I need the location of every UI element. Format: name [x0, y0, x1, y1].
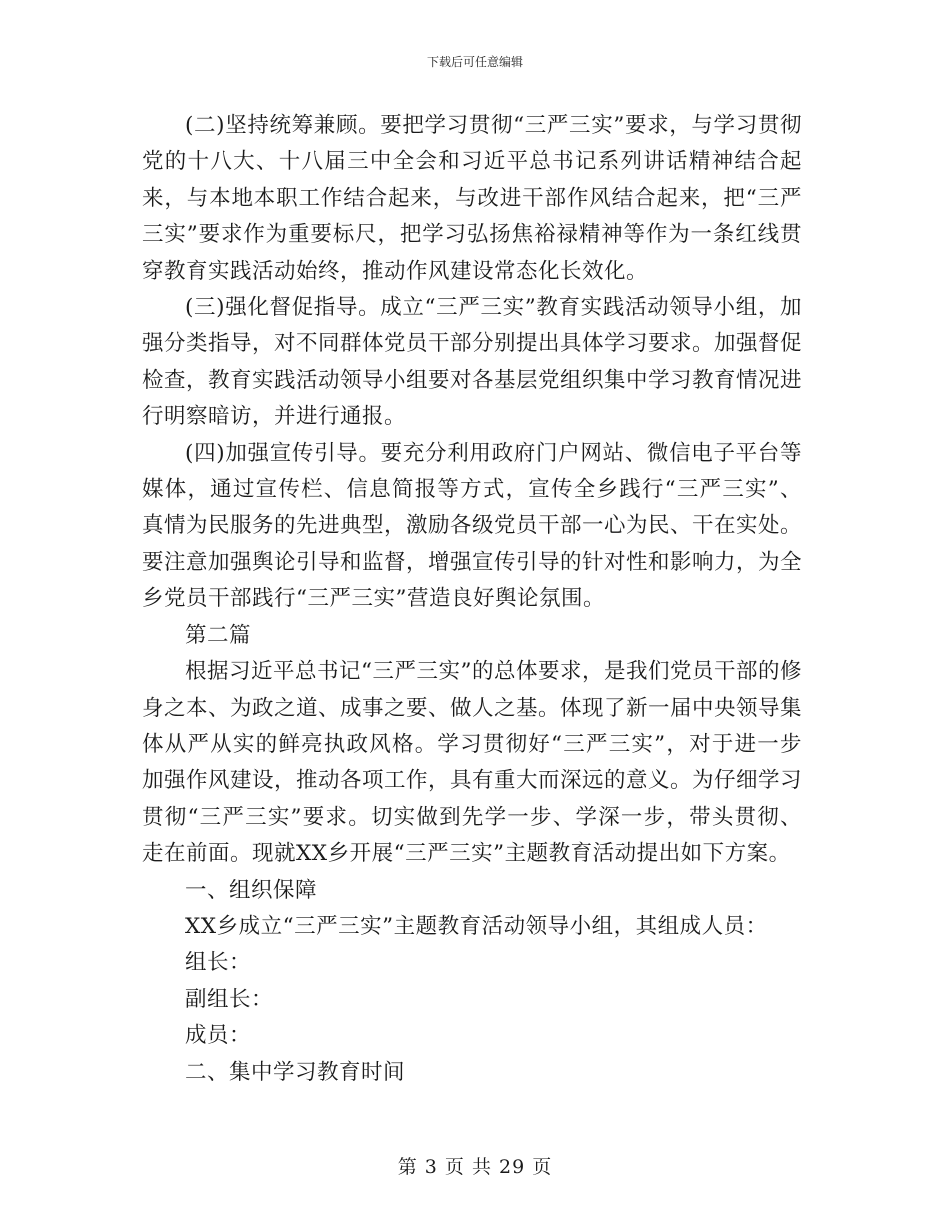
- document-body: [142, 108, 802, 1091]
- paragraph-supervision: (三)强化督促指导。成立“三严三实”教育实践活动领导小组，加强分类指导，对不同群体党员干部分别提出具体学习要求。加强督促检查，教育实践活动领导小组要对各基层党组织集中学习教育情况进行明察暗访，并进行通报。: [142, 295, 803, 430]
- item-group-leader: 组长：: [185, 950, 252, 976]
- paragraph-leading-group: XX乡成立“三严三实”主题教育活动领导小组，其组成人员：: [185, 913, 768, 939]
- page-header-note: 下载后可任意编辑: [426, 55, 523, 69]
- page-number: 第 3 页 共 29 页: [397, 1156, 553, 1178]
- heading-organization: 一、组织保障: [185, 877, 318, 903]
- paragraph-introduction: 根据习近平总书记“三严三实”的总体要求，是我们党员干部的修身之本、为政之道、成事之要、做人之基。体现了新一届中央领导集体从严从实的鲜亮执政风格。学习贯彻好“三严三实”，对于进一步加强作风建设，推动各项工作，具有重大而深远的意义。为仔细学习贯彻“三严三实”要求。切实做到先学一步、学深一步，带头贯彻、走在前面。现就XX乡开展“三严三实”主题教育活动提出如下方案。: [142, 659, 803, 867]
- item-members: 成员：: [185, 1023, 252, 1049]
- paragraph-publicity: (四)加强宣传引导。要充分利用政府门户网站、微信电子平台等媒体，通过宣传栏、信息简报等方式，宣传全乡践行“三严三实”、真情为民服务的先进典型，激励各级党员干部一心为民、干在实处。要注意加强舆论引导和监督，增强宣传引导的针对性和影响力，为全乡党员干部践行“三严三实”营造良好舆论氛围。: [142, 440, 803, 612]
- section-heading-part-two: 第二篇: [185, 622, 252, 648]
- heading-study-time: 二、集中学习教育时间: [185, 1059, 406, 1085]
- item-deputy-leader: 副组长：: [185, 986, 274, 1012]
- paragraph-coordination: (二)坚持统筹兼顾。要把学习贯彻“三严三实”要求，与学习贯彻党的十八大、十八届三中全会和习近平总书记系列讲话精神结合起来，与本地本职工作结合起来，与改进干部作风结合起来，把“三严三实”要求作为重要标尺，把学习弘扬焦裕禄精神等作为一条红线贯穿教育实践活动始终，推动作风建设常态化长效化。: [142, 113, 802, 284]
